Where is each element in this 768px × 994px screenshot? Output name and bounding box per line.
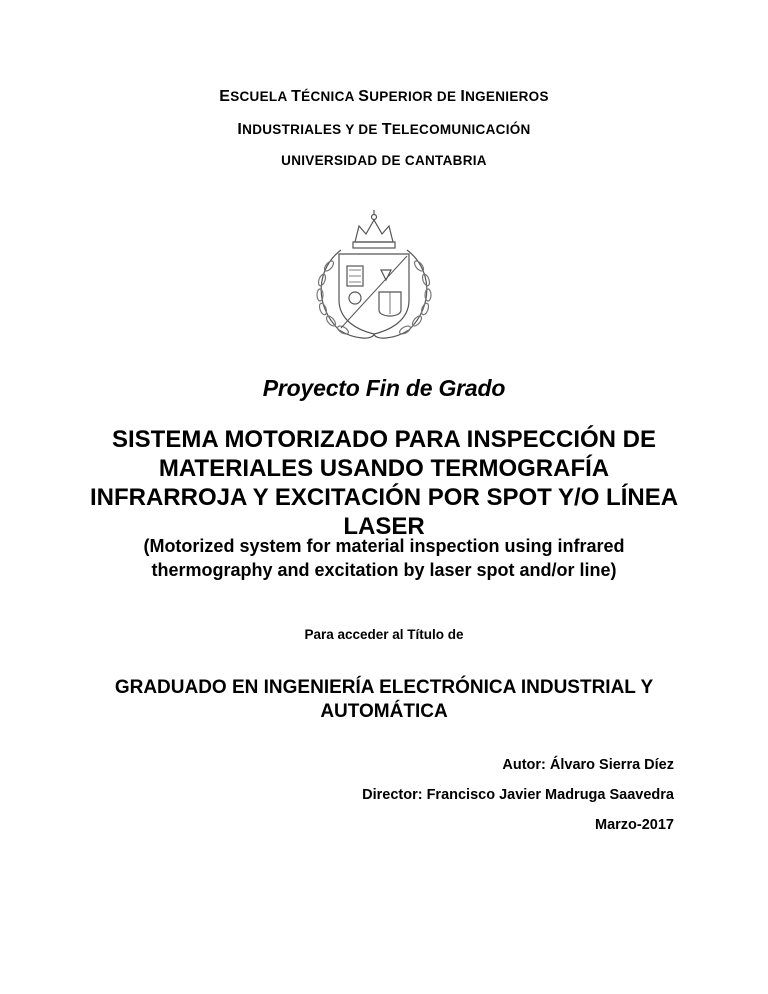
small-caps-part: NGENIEROS xyxy=(465,89,549,104)
school-name-line-2 xyxy=(0,121,768,139)
thesis-title-spanish: SISTEMA MOTORIZADO PARA INSPECCIÓN DE MATERIALES USANDO TERMOGRAFÍA INFRARROJA Y EXCITACIÓN POR SPOT Y/O LÍNEA LASER xyxy=(89,426,679,540)
university-seal-icon xyxy=(303,208,445,342)
small-caps-part: SCUELA xyxy=(230,89,292,104)
small-caps-part: UPERIOR DE xyxy=(369,89,461,104)
university-name: UNIVERSIDAD DE CANTABRIA xyxy=(281,153,487,168)
school-name-line-1 xyxy=(0,88,768,106)
small-caps-part: T xyxy=(381,121,392,138)
director: Director: Francisco Javier Madruga Saavedra xyxy=(362,787,674,803)
small-caps-part: I xyxy=(237,121,243,138)
small-caps-part: ELECOMUNICACIÓN xyxy=(391,122,531,137)
date: Marzo-2017 xyxy=(595,817,674,833)
access-text: Para acceder al Título de xyxy=(304,627,464,642)
small-caps-part: T xyxy=(291,88,302,105)
small-caps-part: ÉCNICA xyxy=(301,89,359,104)
small-caps-part: I xyxy=(460,88,466,105)
author: Autor: Álvaro Sierra Díez xyxy=(502,757,674,773)
small-caps-part: NDUSTRIALES Y DE xyxy=(242,122,382,137)
small-caps-part: E xyxy=(219,88,231,105)
small-caps-part: S xyxy=(358,88,370,105)
degree-name: GRADUADO EN INGENIERÍA ELECTRÓNICA INDUSTRIAL Y AUTOMÁTICA xyxy=(114,677,654,722)
thesis-title-english: (Motorized system for material inspection using infrared thermography and excitation by laser spot and/or line) xyxy=(143,536,625,580)
project-type: Proyecto Fin de Grado xyxy=(262,375,506,401)
